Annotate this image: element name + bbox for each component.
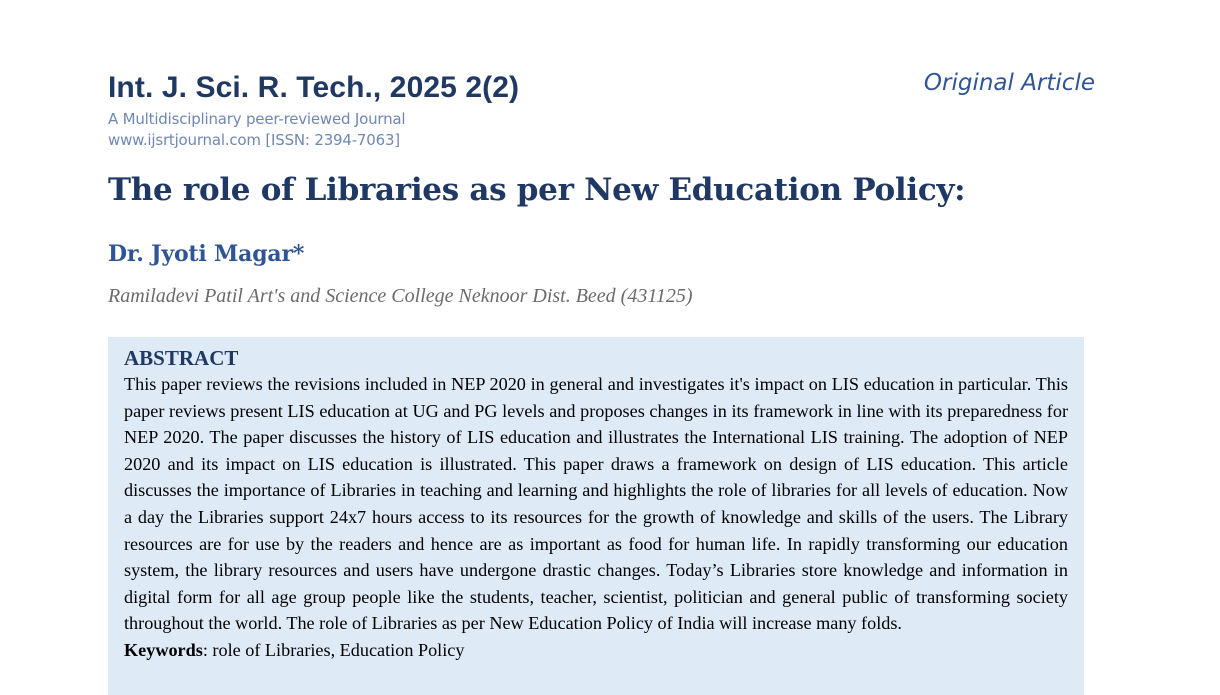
abstract-section: [108, 337, 1084, 695]
author-name: Dr. Jyoti Magar*: [108, 241, 305, 267]
abstract-heading: ABSTRACT: [124, 346, 239, 370]
paper-title: The role of Libraries as per New Education Policy:: [108, 172, 966, 208]
journal-website-issn: www.ijsrtjournal.com [ISSN: 2394-7063]: [108, 131, 400, 149]
article-type-label: Original Article: [923, 70, 1095, 96]
abstract-text: This paper reviews the revisions included in NEP 2020 in general and investigates it's impact on LIS education in particular. This paper reviews present LIS education at UG and PG levels and proposes changes in its framework in line with its preparedness for NEP 2020. The paper discusses the history of LIS education and illustrates the International LIS training. The adoption of NEP 2020 and its impact on LIS education is illustrated. This paper draws a framework on design of LIS education. This article discusses the importance of Libraries in teaching and learning and highlights the role of libraries for all levels of education. Now a day the Libraries support 24x7 hours access to its resources for the growth of knowledge and skills of the users. The Library resources are for use by the readers and hence are as important as food for human life. In rapidly transforming our education system, the library resources and users have undergone drastic changes. Today’s Libraries store knowledge and information in digital form for all age group people like the students, teacher, scientist, politician and general public of transforming society throughout the world. The role of Libraries as per New Education Policy of India will increase many folds.: [124, 374, 1068, 634]
journal-title: Int. J. Sci. R. Tech., 2025 2(2): [108, 71, 520, 104]
keywords-label: Keywords: [124, 639, 203, 660]
journal-tagline: A Multidisciplinary peer-reviewed Journal: [108, 110, 406, 128]
keywords-value: : role of Libraries, Education Policy: [202, 639, 465, 660]
author-affiliation: Ramiladevi Patil Art's and Science College Neknoor Dist. Beed (431125): [108, 285, 693, 307]
keywords-line: [124, 637, 1068, 664]
